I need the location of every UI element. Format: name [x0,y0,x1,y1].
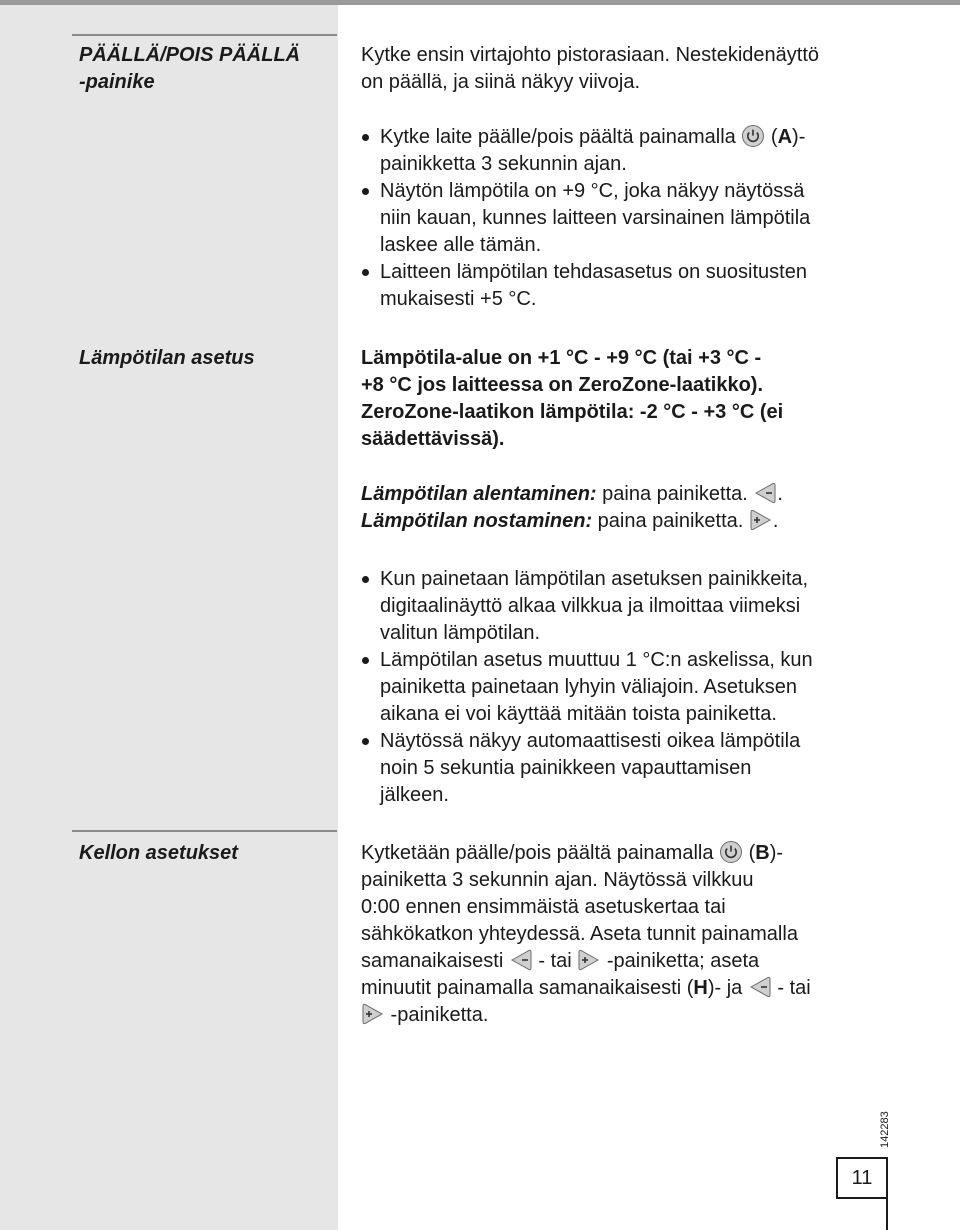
list-item [361,178,921,259]
page-number: 11 [836,1157,888,1199]
key-letter: H [693,977,708,999]
text-segment: painikketta 3 sekunnin ajan. [380,153,627,175]
text-segment: paina painiketta. [592,510,749,532]
power-bullets [361,124,921,313]
section-divider [72,34,337,36]
text-segment: )- [792,126,806,148]
text-segment: . [777,483,783,505]
clock-instructions [361,840,921,1029]
text-segment: ( [770,126,778,148]
text-line [361,975,921,1002]
list-item [361,566,921,647]
plus-button-icon [577,948,601,972]
text-segment: - tai [771,977,811,999]
minus-button-icon [753,481,777,505]
plus-button-icon [749,508,773,532]
text-segment: samanaikaisesti [361,950,509,972]
section-label-clock: Kellon asetukset [79,842,238,864]
text-segment: valitun lämpötilan. [380,622,541,644]
temperature-bullets [361,566,921,809]
text-segment: Kun painetaan lämpötilan asetuksen painikkeita, [380,568,809,590]
text-segment: Kytketään päälle/pois päältä painamalla [361,842,720,864]
text-line: on päällä, ja siinä näkyy viivoja. [361,71,641,93]
text-segment: Laitteen lämpötilan tehdasasetus on suositusten [380,261,807,283]
plus-button-icon [361,1002,385,1026]
minus-button-icon [748,975,772,999]
text-segment: )- [769,842,784,864]
text-segment: mukaisesti +5 °C. [380,288,537,310]
text-line [361,840,921,867]
text-segment: Lämpötilan asetus muuttuu 1 °C:n askelissa, kun [380,649,813,671]
text-segment: - tai [532,950,578,972]
text-segment: laskee alle tämän. [380,234,542,256]
text-line: painiketta 3 sekunnin ajan. Näytössä vilkkuu [361,869,754,891]
document-number: 142283 [879,1111,891,1148]
text-segment: jälkeen. [380,784,449,806]
text-segment: -painiketta. [385,1004,489,1026]
text-segment: Lämpötilan alentaminen: [361,483,597,505]
list-item [361,124,921,178]
key-letter: B [755,842,770,864]
minus-button-icon [509,948,533,972]
text-segment: ( [743,842,756,864]
text-line: +8 °C jos laitteessa on ZeroZone-laatikko). [361,374,764,396]
label-line: -painike [79,71,155,93]
text-line: sähkökatkon yhteydessä. Aseta tunnit painamalla [361,923,798,945]
temperature-buttons [361,481,921,535]
power-button-icon [741,124,765,148]
list-item [361,647,921,728]
text-segment: Lämpötilan nostaminen: [361,510,593,532]
text-line: säädettävissä). [361,428,505,450]
text-segment: niin kauan, kunnes laitteen varsinainen lämpötila [380,207,811,229]
label-line: PÄÄLLÄ/POIS PÄÄLLÄ [79,44,301,66]
text-segment: . [772,510,779,532]
key-letter: A [777,126,793,148]
text-segment: Näytön lämpötila on +9 °C, joka näkyy näytössä [380,180,805,202]
power-intro [361,42,921,96]
text-line [361,481,921,508]
text-line: 0:00 ennen ensimmäistä asetuskertaa tai [361,896,726,918]
text-segment: -painiketta; aseta [601,950,760,972]
temperature-range [361,345,921,453]
text-segment: digitaalinäyttö alkaa vilkkua ja ilmoittaa viimeksi [380,595,801,617]
text-segment: )- ja [707,977,748,999]
text-line: Kytke ensin virtajohto pistorasiaan. Nestekidenäyttö [361,44,820,66]
text-segment: Näytössä näkyy automaattisesti oikea lämpötila [380,730,801,752]
text-line [361,1002,921,1029]
text-segment: paina painiketta. [596,483,754,505]
text-segment: minuutit painamalla samanaikaisesti ( [361,977,694,999]
text-segment: Kytke laite päälle/pois päältä painamalla [380,126,736,148]
text-line: Lämpötila-alue on +1 °C - +9 °C (tai +3 °C - [361,347,762,369]
section-label-temperature: Lämpötilan asetus [79,347,255,369]
section-label-power [79,42,334,96]
text-line [361,948,921,975]
text-line: ZeroZone-laatikon lämpötila: -2 °C - +3 °C (ei [361,401,784,423]
text-segment: noin 5 sekuntia painikkeen vapauttamisen [380,757,752,779]
page-number-rule [886,1197,888,1230]
list-item [361,728,921,809]
list-item [361,259,921,313]
text-line [361,508,921,535]
power-button-icon [719,840,743,864]
section-divider [72,830,337,832]
text-segment: aikana ei voi käyttää mitään toista painiketta. [380,703,777,725]
text-segment: painiketta painetaan lyhyin väliajoin. Asetuksen [380,676,797,698]
sidebar-column [0,5,338,1230]
